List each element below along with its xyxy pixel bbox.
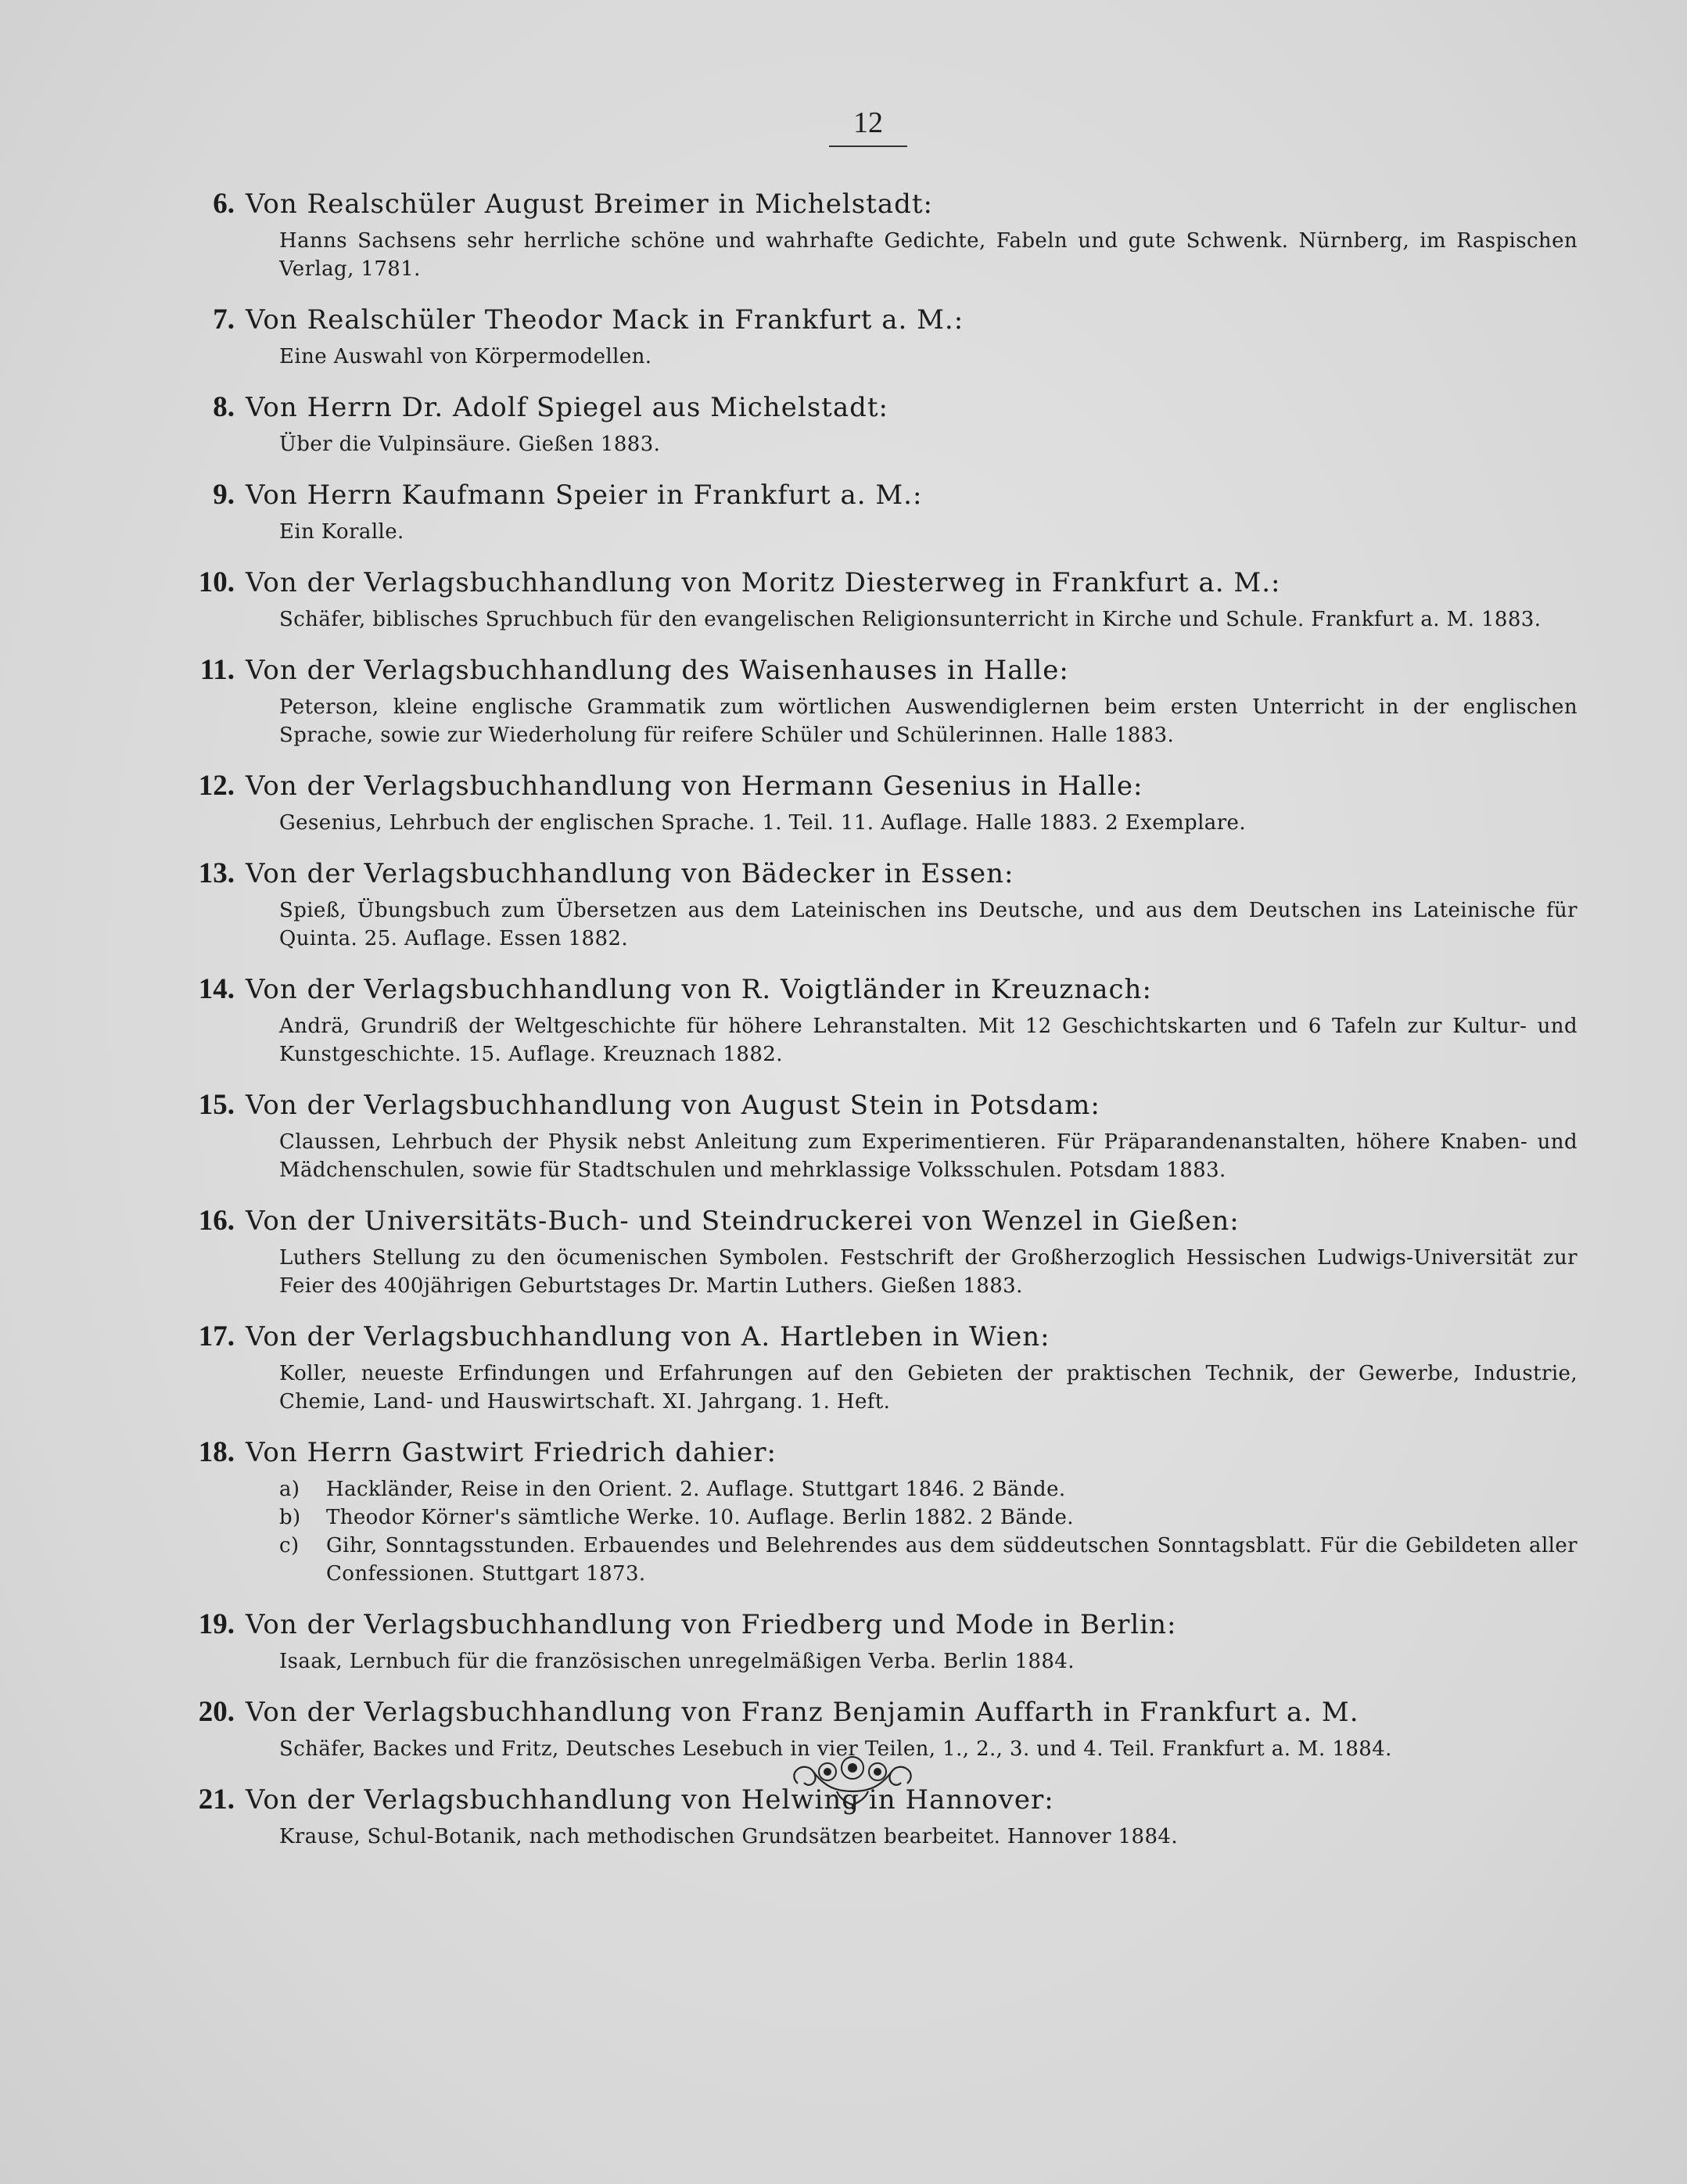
list-item bbox=[0, 181, 1687, 283]
entry-description: Ein Koralle. bbox=[279, 520, 404, 544]
page-number-underline bbox=[829, 145, 907, 147]
entry-title: Von der Verlagsbuchhandlung von Friedberg und Mode in Berlin: bbox=[246, 1609, 1177, 1640]
sub-item-label: b) bbox=[279, 1506, 301, 1529]
sub-item-text: Theodor Körner's sämtliche Werke. 10. Auflage. Berlin 1882. 2 Bände. bbox=[326, 1506, 1074, 1529]
entry-heading bbox=[0, 1083, 1687, 1128]
entry-heading bbox=[0, 1430, 1687, 1475]
entry-heading bbox=[0, 1198, 1687, 1244]
entry-number: 15. bbox=[198, 1089, 235, 1121]
page-number: 12 bbox=[853, 106, 883, 139]
entry-description: Gesenius, Lehrbuch der englischen Sprache. 1. Teil. 11. Auflage. Halle 1883. 2 Exemplare. bbox=[279, 811, 1246, 835]
entry-number: 10. bbox=[198, 566, 235, 598]
entry-description: Schäfer, Backes und Fritz, Deutsches Lesebuch in vier Teilen, 1., 2., 3. und 4. Teil. Frankfurt a. M. 1884. bbox=[279, 1737, 1392, 1761]
entry-heading bbox=[0, 297, 1687, 343]
entry-title: Von der Verlagsbuchhandlung von Bädecker in Essen: bbox=[246, 858, 1014, 889]
entry-number: 6. bbox=[213, 188, 235, 220]
entry-description: Isaak, Lernbuch für die französischen unregelmäßigen Verba. Berlin 1884. bbox=[279, 1650, 1075, 1673]
entry-number: 11. bbox=[199, 654, 235, 686]
entry-heading bbox=[0, 181, 1687, 227]
sub-list-item bbox=[279, 1475, 1578, 1503]
list-item bbox=[0, 763, 1687, 837]
sub-item-text: Hackländer, Reise in den Orient. 2. Auflage. Stuttgart 1846. 2 Bände. bbox=[326, 1478, 1066, 1501]
list-item bbox=[0, 1198, 1687, 1300]
entry-title: Von der Verlagsbuchhandlung von August Stein in Potsdam: bbox=[246, 1090, 1100, 1121]
list-item bbox=[0, 648, 1687, 749]
entry-number: 20. bbox=[198, 1696, 235, 1728]
list-item bbox=[0, 297, 1687, 371]
entry-heading bbox=[0, 967, 1687, 1012]
entry-number: 19. bbox=[198, 1608, 235, 1640]
entry-title: Von der Verlagsbuchhandlung des Waisenhauses in Halle: bbox=[246, 655, 1069, 686]
entry-number: 9. bbox=[213, 479, 235, 511]
entry-title: Von der Verlagsbuchhandlung von Helwing in Hannover: bbox=[246, 1784, 1054, 1816]
entry-description: Luthers Stellung zu den öcumenischen Symbolen. Festschrift der Großherzoglich Hessischen Ludwigs-Universität zur Feier des 400jährigen Geburtstages Dr. Martin Luthers. Gießen 1883. bbox=[279, 1246, 1578, 1298]
entry-title: Von Realschüler Theodor Mack in Frankfurt a. M.: bbox=[246, 304, 964, 336]
entry-heading bbox=[0, 1602, 1687, 1647]
entry-title: Von der Verlagsbuchhandlung von A. Hartleben in Wien: bbox=[246, 1321, 1050, 1352]
entry-number: 18. bbox=[198, 1436, 235, 1468]
donation-list bbox=[0, 181, 1687, 1865]
entry-number: 17. bbox=[198, 1320, 235, 1352]
entry-description: Claussen, Lehrbuch der Physik nebst Anleitung zum Experimentieren. Für Präparandenanstalten, höhere Knaben- und Mädchenschulen, sowie für Stadtschulen und mehrklassige Volksschulen. Potsdam 1883. bbox=[279, 1130, 1578, 1182]
entry-description: Spieß, Übungsbuch zum Übersetzen aus dem Lateinischen ins Deutsche, und aus dem Deutschen ins Lateinische für Quinta. 25. Auflage. Essen 1882. bbox=[279, 899, 1578, 950]
list-item bbox=[0, 385, 1687, 458]
entry-title: Von der Universitäts-Buch- und Steindruckerei von Wenzel in Gießen: bbox=[246, 1205, 1240, 1237]
entry-description: Peterson, kleine englische Grammatik zum wörtlichen Auswendiglernen beim ersten Unterricht in der englischen Sprache, sowie zur Wiederholung für reifere Schüler und Schülerinnen. Halle 1883. bbox=[279, 695, 1578, 747]
list-item bbox=[0, 1083, 1687, 1184]
sub-list-item bbox=[279, 1503, 1578, 1532]
entry-number: 16. bbox=[198, 1205, 235, 1237]
sub-list-item bbox=[279, 1532, 1578, 1588]
list-item bbox=[0, 967, 1687, 1069]
entry-description: Schäfer, biblisches Spruchbuch für den evangelischen Religionsunterricht in Kirche und Schule. Frankfurt a. M. 1883. bbox=[279, 608, 1542, 631]
entry-heading bbox=[0, 385, 1687, 430]
entry-description: Eine Auswahl von Körpermodellen. bbox=[279, 345, 652, 368]
entry-title: Von Herrn Gastwirt Friedrich dahier: bbox=[246, 1437, 777, 1468]
entry-title: Von Realschüler August Breimer in Michelstadt: bbox=[246, 189, 933, 220]
entry-title: Von Herrn Dr. Adolf Spiegel aus Michelstadt: bbox=[246, 392, 888, 423]
entry-number: 12. bbox=[198, 770, 235, 802]
list-item bbox=[0, 472, 1687, 546]
entry-description: Über die Vulpinsäure. Gießen 1883. bbox=[279, 433, 661, 456]
list-item bbox=[0, 1430, 1687, 1588]
entry-heading bbox=[0, 648, 1687, 693]
entry-description: Andrä, Grundriß der Weltgeschichte für höhere Lehranstalten. Mit 12 Geschichtskarten und 6 Tafeln zur Kultur- und Kunstgeschichte. 15. Auflage. Kreuznach 1882. bbox=[279, 1015, 1578, 1066]
entry-sub-list bbox=[279, 1475, 1578, 1588]
floral-ornament-icon bbox=[782, 1748, 923, 1811]
entry-heading bbox=[0, 763, 1687, 809]
entry-title: Von der Verlagsbuchhandlung von R. Voigtländer in Kreuznach: bbox=[246, 974, 1152, 1005]
entry-title: Von der Verlagsbuchhandlung von Franz Benjamin Auffarth in Frankfurt a. M. bbox=[246, 1697, 1359, 1728]
entry-title: Von Herrn Kaufmann Speier in Frankfurt a. M.: bbox=[246, 480, 923, 511]
entry-description: Hanns Sachsens sehr herrliche schöne und wahrhafte Gedichte, Fabeln und gute Schwenk. Nürnberg, im Raspischen Verlag, 1781. bbox=[279, 229, 1578, 281]
entry-heading bbox=[0, 1314, 1687, 1360]
entry-title: Von der Verlagsbuchhandlung von Moritz Diesterweg in Frankfurt a. M.: bbox=[246, 567, 1281, 598]
list-item bbox=[0, 1602, 1687, 1676]
list-item bbox=[0, 851, 1687, 953]
sub-item-text: Gihr, Sonntagsstunden. Erbauendes und Belehrendes aus dem süddeutschen Sonntagsblatt. Für die Gebildeten aller Confessionen. Stuttgart 1873. bbox=[326, 1534, 1578, 1586]
entry-number: 7. bbox=[213, 304, 235, 336]
entry-description: Krause, Schul-Botanik, nach methodischen Grundsätzen bearbeitet. Hannover 1884. bbox=[279, 1825, 1179, 1848]
entry-heading bbox=[0, 472, 1687, 518]
entry-number: 14. bbox=[198, 973, 235, 1005]
sub-item-label: a) bbox=[279, 1478, 300, 1501]
list-item bbox=[0, 560, 1687, 634]
entry-heading bbox=[0, 851, 1687, 896]
list-item bbox=[0, 1314, 1687, 1416]
entry-number: 13. bbox=[198, 857, 235, 889]
entry-heading bbox=[0, 1690, 1687, 1735]
sub-item-label: c) bbox=[279, 1534, 300, 1557]
entry-number: 8. bbox=[213, 391, 235, 423]
entry-description: Koller, neueste Erfindungen und Erfahrungen auf den Gebieten der praktischen Technik, der Gewerbe, Industrie, Chemie, Land- und Hauswirtschaft. XI. Jahrgang. 1. Heft. bbox=[279, 1362, 1578, 1413]
entry-number: 21. bbox=[198, 1783, 235, 1816]
entry-title: Von der Verlagsbuchhandlung von Hermann Gesenius in Halle: bbox=[246, 771, 1143, 802]
entry-heading bbox=[0, 560, 1687, 605]
